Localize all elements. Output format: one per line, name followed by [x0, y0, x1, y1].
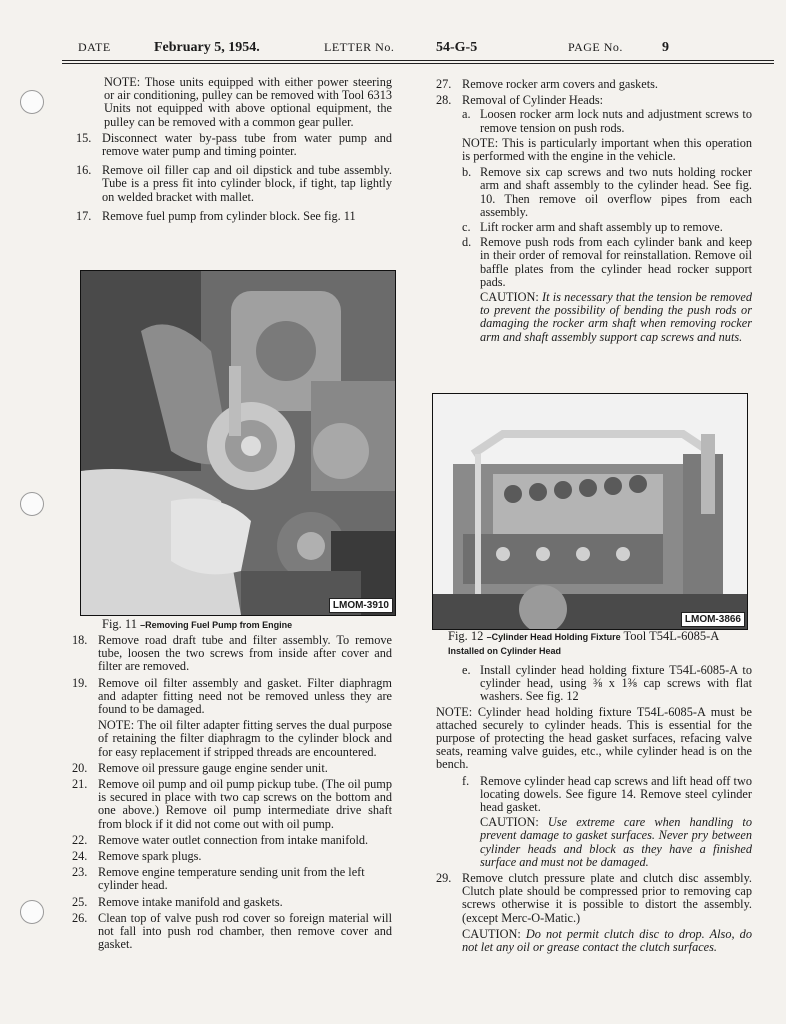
page-number: 9	[662, 40, 669, 55]
caution-d: CAUTION: It is necessary that the tension be removed to prevent the possibility of bending the push rods or damaging the rocker arm shaft when removing rocker arm and shaft assembly support cap screws and nuts.	[480, 290, 752, 344]
substep-a: a. Loosen rocker arm lock nuts and adjustment screws to remove tension on push rods.	[462, 107, 752, 135]
right-column-upper	[436, 78, 752, 347]
fig12-code-label: LMOM-3866	[681, 612, 745, 627]
fuel-pump-photo	[80, 270, 396, 616]
note-oil-filter: NOTE: The oil filter adapter fitting serves the dual purpose of retaining the filter diaphragm to the cylinder block and for easy replacement if stripped threads are encountered.	[98, 718, 392, 759]
fig12-caption	[448, 630, 748, 658]
letter-label: LETTER No.	[324, 40, 395, 54]
header-rule	[62, 60, 774, 61]
fig11-title: –Removing Fuel Pump from Engine	[140, 620, 293, 630]
right-column-lower	[436, 664, 752, 957]
fig12-title-cont: Installed on Cylinder Head	[448, 646, 562, 656]
letter-value: 54-G-5	[436, 40, 478, 55]
substep-f: f. Remove cylinder head cap screws and lift head off two locating dowels. See figure 14. Remove steel cylinder head gasket.	[462, 773, 752, 815]
fig12-tool: Tool T54L-6085-A	[623, 629, 719, 643]
note-a: NOTE: This is particularly important when this operation is performed with the engine in the vehicle.	[462, 135, 752, 164]
step-21: 21. Remove oil pump and oil pump pickup tube. (The oil pump is secured in place with two cap screws on the bottom and one above.) Remove oil pump intermediate drive shaft from block if it did not come out with oil pump.	[72, 777, 392, 831]
fig11-code-label: LMOM-3910	[329, 598, 393, 613]
step-18: 18. Remove road draft tube and filter assembly. To remove tube, loosen the two screws from inside after cover and filter are removed.	[72, 633, 392, 674]
fig12-title: –Cylinder Head Holding Fixture	[486, 632, 621, 642]
step-28-substeps	[436, 108, 752, 343]
substep-c: c. Lift rocker arm and shaft assembly up to remove.	[462, 220, 723, 235]
step-23: 23. Remove engine temperature sending unit from the left cylinder head.	[72, 865, 365, 893]
step-17: 17. Remove fuel pump from cylinder block. See fig. 11	[76, 208, 356, 223]
step-16: 16. Remove oil filler cap and oil dipstick and tube assembly. Tube is a press fit into cylinder block, if tight, tap lightly on welded bracket with mallet.	[76, 163, 392, 204]
caution-f: CAUTION: Use extreme care when handling to prevent damage to gasket surfaces. Never pry between cylinder heads and block as they have a finished surface and must not be damaged.	[480, 815, 752, 869]
step-24: 24. Remove spark plugs.	[72, 849, 202, 864]
step-26: 26. Clean top of valve push rod cover so foreign material will not fall into push rod chamber, then remove cover and gasket.	[72, 910, 392, 952]
fig12-number: Fig. 12	[448, 629, 484, 643]
step-25: 25. Remove intake manifold and gaskets.	[72, 894, 283, 909]
left-column-lower	[72, 634, 392, 954]
cylinder-head-illustration	[433, 394, 747, 629]
engine-photo-illustration	[81, 271, 395, 615]
page-label: PAGE No.	[568, 40, 623, 54]
step-29: 29. Remove clutch pressure plate and clutch disc assembly. Clutch plate should be compressed prior to removing cap screws otherwise it is possible to distort the assembly. (except Merc-O-Matic.)	[436, 871, 752, 925]
substep-d: d. Remove push rods from each cylinder bank and keep in their order of removal for reinstallation. Remove oil baffle plates from the cylinder head rocker support pads.	[462, 235, 752, 289]
caution-29: CAUTION: Do not permit clutch disc to drop. Also, do not let any oil or grease contact the clutch surfaces.	[462, 926, 752, 955]
page-header	[78, 38, 768, 58]
date-label: DATE	[78, 40, 111, 54]
step-27: 27. Remove rocker arm covers and gaskets.	[436, 77, 658, 91]
substep-e: e. Install cylinder head holding fixture T54L-6085-A to cylinder head, using ⅜ x 1⅜ cap screws with flat washers. See fig. 12	[462, 663, 752, 704]
fig11-number: Fig. 11	[102, 617, 137, 631]
cylinder-head-photo	[432, 393, 748, 630]
step-20: 20. Remove oil pressure gauge engine sender unit.	[72, 760, 328, 775]
step-28: 28. Removal of Cylinder Heads:	[436, 93, 604, 108]
punch-hole	[20, 90, 44, 114]
punch-hole	[20, 900, 44, 924]
date-value: February 5, 1954.	[154, 40, 260, 55]
step-15: 15. Disconnect water by-pass tube from water pump and remove water pump and timing pointer.	[76, 130, 392, 159]
step-28-substeps-cont	[436, 664, 752, 869]
header-rule	[62, 63, 774, 64]
punch-hole	[20, 492, 44, 516]
note-pulley: NOTE: Those units equipped with either power steering or air conditioning, pulley can be removed with Tool 6313 Units not equipped with above optional equipment, the pulley can be removed with a common gear puller.	[104, 75, 392, 129]
step-22: 22. Remove water outlet connection from intake manifold.	[72, 832, 369, 847]
note-e: NOTE: Cylinder head holding fixture T54L-6085-A must be attached securely to cylinder heads. This is essential for the purpose of protecting the head gasket surfaces, refacing valve seats, reaming valve guides, etc., while cylinder head is on the bench.	[436, 704, 752, 772]
fig11-caption	[102, 617, 392, 632]
step-19: 19. Remove oil filter assembly and gasket. Filter diaphragm and adapter fitting need not be removed unless they are found to be damaged.	[72, 675, 392, 717]
substep-b: b. Remove six cap screws and two nuts holding rocker arm and shaft assembly to the cylinder head. See fig. 10. Then remove oil overflow pipes from each assembly.	[462, 165, 752, 219]
left-column-upper	[76, 76, 392, 226]
